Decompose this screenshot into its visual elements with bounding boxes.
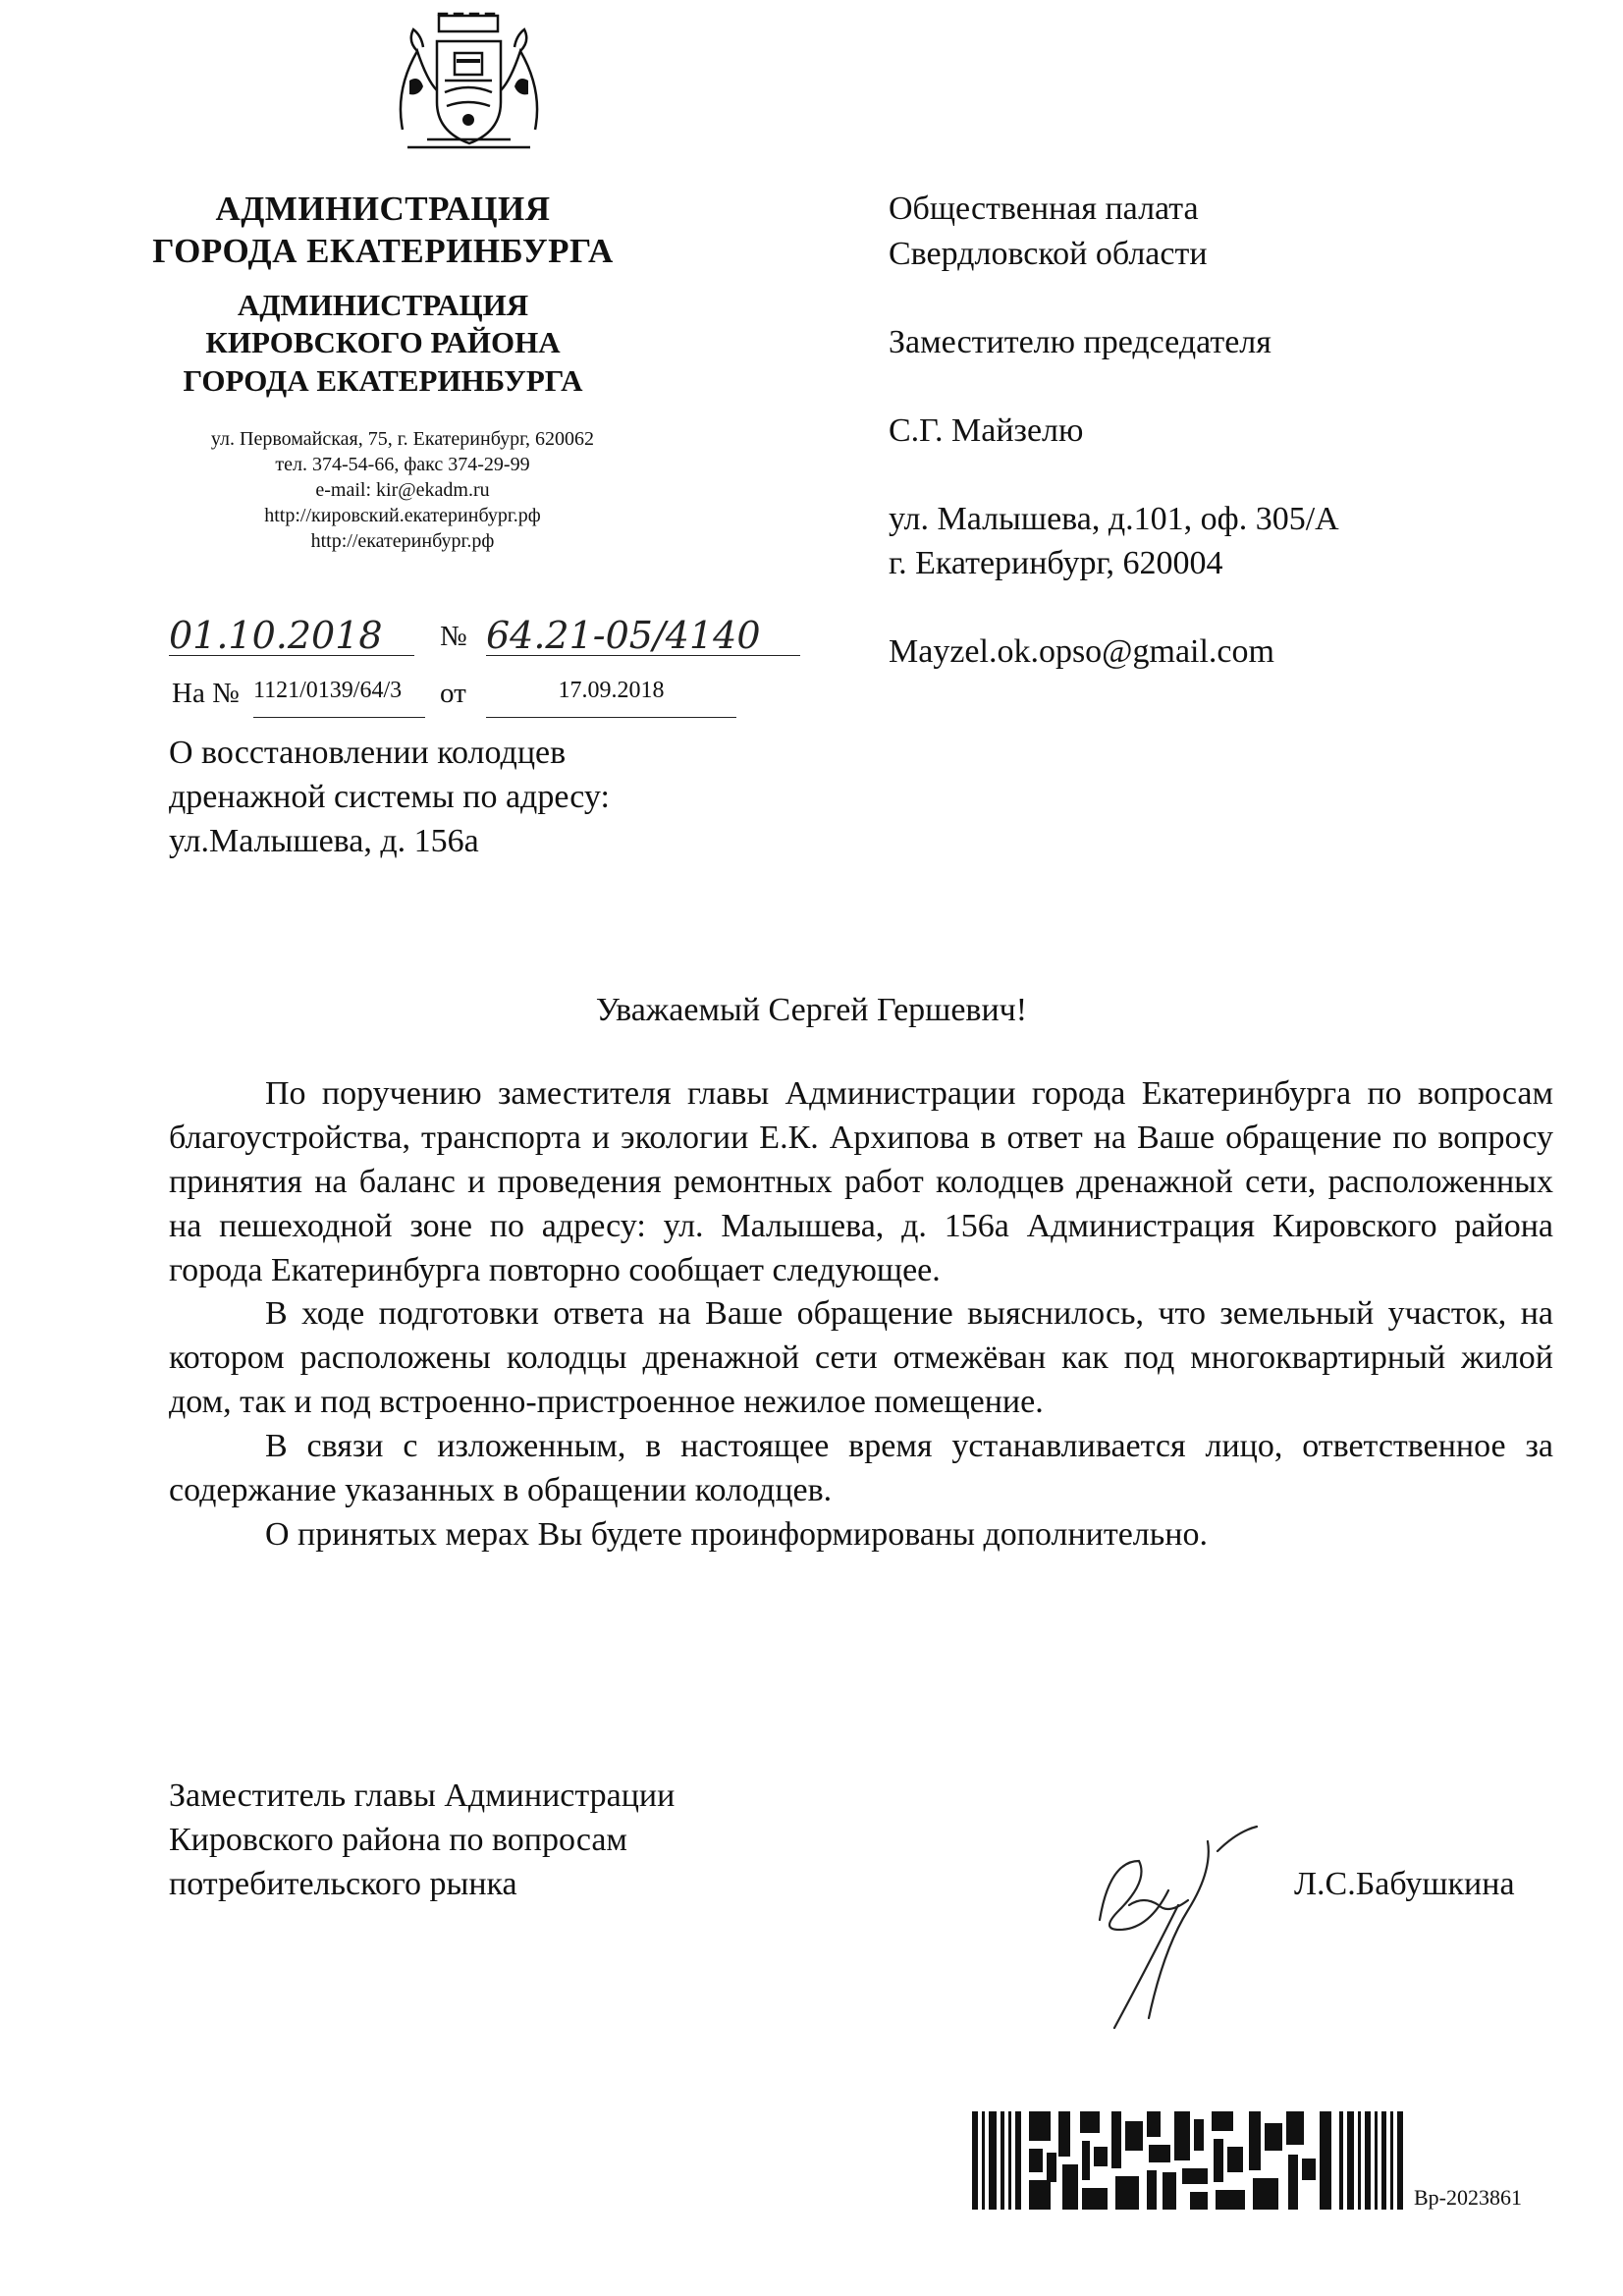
barcode-icon bbox=[972, 2111, 1404, 2210]
subject-line1: О восстановлении колодцев bbox=[169, 735, 567, 771]
ref-label: На № bbox=[172, 678, 240, 709]
signatory-name: Л.С.Бабушкина bbox=[1294, 1866, 1515, 1902]
contact-website-district: http://кировский.екатеринбург.рф bbox=[264, 505, 541, 526]
signatory-title bbox=[169, 1775, 675, 1907]
signatory-title-line2: Кировского района по вопросам bbox=[169, 1821, 627, 1858]
ref-date-field bbox=[486, 678, 736, 718]
letter-body bbox=[169, 1072, 1553, 1558]
org-title-line1: АДМИНИСТРАЦИЯ bbox=[215, 190, 551, 228]
contact-phone: тел. 374-54-66, факс 374-29-99 bbox=[275, 454, 530, 475]
body-paragraph-3: В связи с изложенным, в настоящее время устанавливается лицо, ответственное за содержание указанных в обращении колодцев. bbox=[169, 1428, 1553, 1508]
recipient-position: Заместителю председателя bbox=[889, 323, 1271, 360]
ref-number-field bbox=[253, 678, 425, 718]
signatory-title-line1: Заместитель главы Администрации bbox=[169, 1777, 676, 1814]
recipient-email: Mayzel.ok.opso@gmail.com bbox=[889, 633, 1274, 671]
contact-block bbox=[167, 426, 638, 554]
subject-block bbox=[169, 732, 610, 864]
greeting: Уважаемый Сергей Гершевич! bbox=[595, 992, 1028, 1028]
recipient-org-line1: Общественная палата bbox=[889, 191, 1199, 227]
org-title-line2: ГОРОДА ЕКАТЕРИНБУРГА bbox=[152, 231, 614, 270]
dept-title-line1: АДМИНИСТРАЦИЯ bbox=[237, 288, 529, 322]
outgoing-date: 01.10.2018 bbox=[169, 614, 383, 657]
number-field bbox=[486, 614, 800, 656]
dept-header bbox=[128, 287, 638, 400]
contact-website-city: http://екатеринбург.рф bbox=[310, 530, 495, 552]
recipient-org-line2: Свердловской области bbox=[889, 235, 1208, 272]
subject-line2: дренажной системы по адресу: bbox=[169, 778, 610, 815]
recipient-address2: г. Екатеринбург, 620004 bbox=[889, 545, 1223, 582]
ref-date: 17.09.2018 bbox=[558, 678, 665, 703]
ref-number: 1121/0139/64/3 bbox=[253, 678, 403, 703]
recipient-address1: ул. Малышева, д.101, оф. 305/А bbox=[889, 500, 1339, 537]
outgoing-number: 64.21-05/4140 bbox=[486, 614, 761, 657]
barcode-number: Вр-2023861 bbox=[1414, 2185, 1522, 2210]
body-paragraph-2: В ходе подготовки ответа на Ваше обращение выяснилось, что земельный участок, на котором расположены колодцы дренажной сети отмежёван как под многоквартирный жилой дом, так и под встроенно-пристроенное нежилое помещение. bbox=[169, 1295, 1553, 1421]
body-paragraph-1: По поручению заместителя главы Администрации города Екатеринбурга по вопросам благоустройства, транспорта и экологии Е.К. Архипова в ответ на Ваше обращение по вопросу принятия на баланс и проведения ремонтных работ колодцев дренажной сети, расположенных на пешеходной зоне по адресу: ул. Малышева, д. 156а Администрация Кировского района города Екатеринбурга повторно сообщает следующее. bbox=[169, 1075, 1553, 1288]
body-paragraph-4: О принятых мерах Вы будете проинформированы дополнительно. bbox=[265, 1515, 1208, 1553]
dept-title-line2: КИРОВСКОГО РАЙОНА bbox=[205, 325, 561, 360]
subject-line3: ул.Малышева, д. 156а bbox=[169, 822, 479, 859]
contact-address: ул. Первомайская, 75, г. Екатеринбург, 620062 bbox=[210, 428, 595, 450]
recipient-name: С.Г. Майзелю bbox=[889, 411, 1084, 449]
dept-title-line3: ГОРОДА ЕКАТЕРИНБУРГА bbox=[183, 362, 583, 398]
handwritten-signature bbox=[1070, 1812, 1296, 2038]
org-header bbox=[128, 189, 638, 272]
signatory-title-line3: потребительского рынка bbox=[169, 1865, 517, 1902]
date-field bbox=[169, 614, 414, 656]
coat-of-arms-icon bbox=[388, 12, 550, 159]
from-label: от bbox=[440, 678, 466, 709]
recipient-block bbox=[889, 187, 1339, 675]
contact-email: e-mail: kir@ekadm.ru bbox=[315, 479, 490, 501]
number-sign: № bbox=[440, 621, 467, 652]
